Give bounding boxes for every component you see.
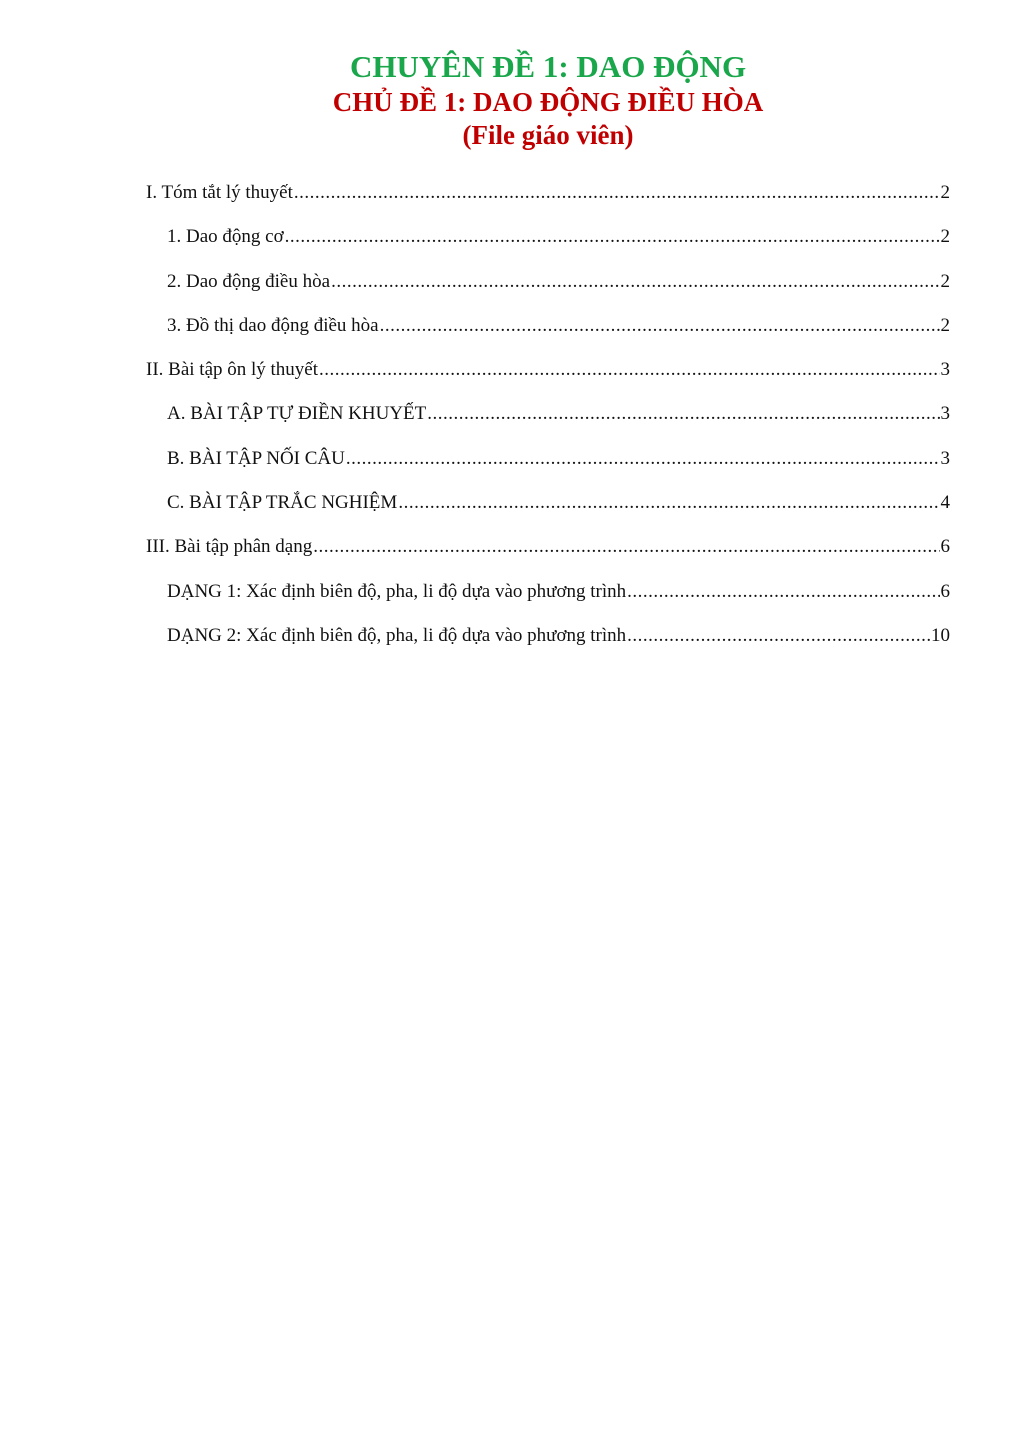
toc-entry-label: II. Bài tập ôn lý thuyết bbox=[146, 359, 319, 381]
toc-entry-page: 2 bbox=[940, 182, 950, 203]
toc-leader-dots bbox=[627, 577, 939, 607]
toc-entry-label: 2. Dao động điều hòa bbox=[167, 270, 331, 292]
toc-entry-bai-tap-on-ly-thuyet[interactable] bbox=[146, 355, 950, 399]
toc-entry-page: 2 bbox=[940, 270, 950, 292]
toc-leader-dots bbox=[331, 267, 939, 297]
toc-entry-dang-2[interactable] bbox=[146, 621, 950, 665]
toc-leader-dots bbox=[285, 222, 940, 252]
toc-entry-page: 6 bbox=[940, 536, 950, 558]
toc-leader-dots bbox=[346, 444, 940, 474]
toc-entry-tom-tat-ly-thuyet[interactable] bbox=[146, 178, 950, 222]
toc-entry-bai-tap-phan-dang[interactable] bbox=[146, 532, 950, 576]
toc-leader-dots bbox=[380, 311, 940, 341]
topic-title: CHUYÊN ĐỀ 1: DAO ĐỘNG bbox=[349, 49, 747, 84]
toc-entry-noi-cau[interactable] bbox=[146, 444, 950, 488]
toc-leader-dots bbox=[627, 621, 930, 651]
toc-entry-tu-dien-khuyet[interactable] bbox=[146, 399, 950, 443]
toc-leader-dots bbox=[427, 399, 939, 429]
toc-entry-label: A. BÀI TẬP TỰ ĐIỀN KHUYẾT bbox=[167, 403, 427, 425]
table-of-contents bbox=[146, 178, 950, 665]
toc-entry-page: 3 bbox=[940, 447, 950, 469]
toc-entry-label: I. Tóm tắt lý thuyết bbox=[146, 182, 293, 203]
toc-leader-dots bbox=[294, 178, 940, 208]
toc-entry-page: 4 bbox=[940, 492, 950, 514]
toc-entry-dao-dong-dieu-hoa[interactable] bbox=[146, 267, 950, 311]
toc-leader-dots bbox=[398, 488, 939, 518]
toc-entry-page: 2 bbox=[940, 314, 950, 336]
toc-entry-label: DẠNG 1: Xác định biên độ, pha, li độ dựa vào phương trình bbox=[167, 580, 627, 602]
toc-entry-dao-dong-co[interactable] bbox=[146, 222, 950, 266]
chapter-title: CHỦ ĐỀ 1: DAO ĐỘNG ĐIỀU HÒA bbox=[332, 87, 764, 117]
toc-entry-page: 3 bbox=[940, 403, 950, 425]
title-block bbox=[0, 48, 1024, 152]
toc-entry-label: C. BÀI TẬP TRẮC NGHIỆM bbox=[167, 492, 398, 514]
toc-leader-dots bbox=[313, 532, 939, 562]
toc-entry-label: B. BÀI TẬP NỐI CÂU bbox=[167, 447, 345, 469]
toc-entry-label: 3. Đồ thị dao động điều hòa bbox=[167, 314, 379, 336]
toc-entry-page: 3 bbox=[940, 359, 950, 381]
toc-entry-dang-1[interactable] bbox=[146, 577, 950, 621]
toc-leader-dots bbox=[319, 355, 939, 385]
file-label: (File giáo viên) bbox=[462, 120, 634, 150]
toc-entry-page: 6 bbox=[940, 580, 950, 602]
toc-entry-page: 10 bbox=[931, 624, 950, 646]
toc-entry-trac-nghiem[interactable] bbox=[146, 488, 950, 532]
toc-entry-label: DẠNG 2: Xác định biên độ, pha, li độ dựa vào phương trình bbox=[167, 624, 627, 646]
toc-entry-do-thi-dao-dong[interactable] bbox=[146, 311, 950, 355]
toc-entry-page: 2 bbox=[940, 226, 950, 248]
toc-entry-label: III. Bài tập phân dạng bbox=[146, 536, 313, 558]
toc-entry-label: 1. Dao động cơ bbox=[167, 226, 284, 248]
